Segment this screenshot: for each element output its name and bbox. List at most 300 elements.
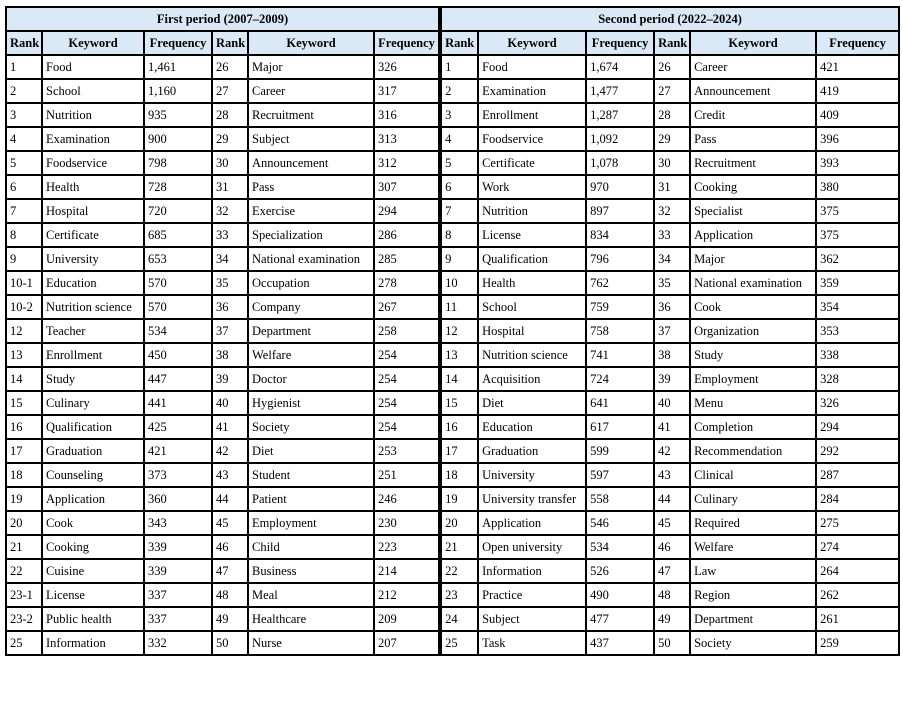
- cell-keyword: Enrollment: [478, 103, 586, 127]
- cell-frequency: 223: [374, 535, 440, 559]
- cell-keyword: Nutrition science: [42, 295, 144, 319]
- cell-rank: 13: [6, 343, 42, 367]
- cell-keyword: Cook: [690, 295, 816, 319]
- cell-rank: 35: [654, 271, 690, 295]
- table-row: [6, 559, 899, 583]
- cell-rank: 18: [440, 463, 478, 487]
- cell-rank: 4: [440, 127, 478, 151]
- cell-frequency: 317: [374, 79, 440, 103]
- cell-frequency: 328: [816, 367, 899, 391]
- cell-frequency: 534: [144, 319, 212, 343]
- cell-rank: 39: [654, 367, 690, 391]
- cell-rank: 33: [212, 223, 248, 247]
- cell-rank: 9: [6, 247, 42, 271]
- cell-keyword: Study: [42, 367, 144, 391]
- cell-frequency: 1,461: [144, 55, 212, 79]
- cell-keyword: School: [478, 295, 586, 319]
- cell-keyword: Public health: [42, 607, 144, 631]
- cell-keyword: Announcement: [690, 79, 816, 103]
- table-row: [6, 607, 899, 631]
- table-row: [6, 415, 899, 439]
- cell-rank: 26: [654, 55, 690, 79]
- cell-keyword: Study: [690, 343, 816, 367]
- cell-rank: 21: [6, 535, 42, 559]
- table-row: [6, 151, 899, 175]
- cell-frequency: 421: [816, 55, 899, 79]
- table-row: [6, 631, 899, 655]
- cell-frequency: 441: [144, 391, 212, 415]
- cell-keyword: Food: [478, 55, 586, 79]
- cell-frequency: 332: [144, 631, 212, 655]
- cell-rank: 31: [654, 175, 690, 199]
- cell-frequency: 396: [816, 127, 899, 151]
- cell-keyword: Specialist: [690, 199, 816, 223]
- cell-frequency: 264: [816, 559, 899, 583]
- cell-keyword: Cuisine: [42, 559, 144, 583]
- cell-rank: 42: [654, 439, 690, 463]
- cell-keyword: Credit: [690, 103, 816, 127]
- cell-rank: 24: [440, 607, 478, 631]
- cell-rank: 6: [440, 175, 478, 199]
- cell-frequency: 337: [144, 583, 212, 607]
- cell-frequency: 558: [586, 487, 654, 511]
- cell-keyword: Foodservice: [42, 151, 144, 175]
- cell-rank: 8: [440, 223, 478, 247]
- cell-rank: 50: [654, 631, 690, 655]
- cell-frequency: 597: [586, 463, 654, 487]
- period-header-row: [6, 7, 899, 31]
- cell-keyword: Health: [478, 271, 586, 295]
- cell-frequency: 326: [816, 391, 899, 415]
- cell-keyword: Education: [478, 415, 586, 439]
- cell-keyword: Hygienist: [248, 391, 374, 415]
- cell-keyword: Pass: [690, 127, 816, 151]
- cell-keyword: Nutrition: [42, 103, 144, 127]
- cell-rank: 7: [440, 199, 478, 223]
- cell-frequency: 284: [816, 487, 899, 511]
- cell-rank: 1: [440, 55, 478, 79]
- cell-rank: 14: [6, 367, 42, 391]
- cell-keyword: Company: [248, 295, 374, 319]
- cell-rank: 18: [6, 463, 42, 487]
- cell-rank: 45: [212, 511, 248, 535]
- cell-frequency: 261: [816, 607, 899, 631]
- cell-keyword: Recommendation: [690, 439, 816, 463]
- cell-keyword: Announcement: [248, 151, 374, 175]
- column-header-keyword: Keyword: [42, 31, 144, 55]
- table-row: [6, 271, 899, 295]
- cell-rank: 17: [440, 439, 478, 463]
- cell-frequency: 935: [144, 103, 212, 127]
- cell-keyword: Required: [690, 511, 816, 535]
- cell-keyword: Employment: [690, 367, 816, 391]
- cell-rank: 43: [212, 463, 248, 487]
- cell-frequency: 685: [144, 223, 212, 247]
- table-row: [6, 463, 899, 487]
- cell-keyword: Application: [478, 511, 586, 535]
- cell-frequency: 546: [586, 511, 654, 535]
- cell-rank: 41: [654, 415, 690, 439]
- cell-keyword: Menu: [690, 391, 816, 415]
- cell-keyword: Qualification: [478, 247, 586, 271]
- cell-rank: 23: [440, 583, 478, 607]
- cell-keyword: Certificate: [42, 223, 144, 247]
- cell-keyword: Society: [690, 631, 816, 655]
- cell-frequency: 287: [816, 463, 899, 487]
- cell-keyword: Application: [42, 487, 144, 511]
- cell-rank: 25: [440, 631, 478, 655]
- cell-rank: 28: [654, 103, 690, 127]
- cell-rank: 15: [6, 391, 42, 415]
- cell-rank: 41: [212, 415, 248, 439]
- cell-keyword: License: [478, 223, 586, 247]
- cell-frequency: 278: [374, 271, 440, 295]
- cell-keyword: Major: [248, 55, 374, 79]
- cell-frequency: 375: [816, 199, 899, 223]
- cell-rank: 37: [212, 319, 248, 343]
- cell-rank: 10-2: [6, 295, 42, 319]
- cell-frequency: 294: [374, 199, 440, 223]
- cell-keyword: Organization: [690, 319, 816, 343]
- cell-keyword: Cooking: [42, 535, 144, 559]
- cell-frequency: 294: [816, 415, 899, 439]
- cell-keyword: Department: [690, 607, 816, 631]
- cell-keyword: Healthcare: [248, 607, 374, 631]
- cell-keyword: Counseling: [42, 463, 144, 487]
- cell-keyword: Examination: [42, 127, 144, 151]
- table-row: [6, 583, 899, 607]
- cell-rank: 47: [212, 559, 248, 583]
- cell-keyword: Health: [42, 175, 144, 199]
- cell-keyword: Welfare: [248, 343, 374, 367]
- cell-rank: 25: [6, 631, 42, 655]
- cell-rank: 10: [440, 271, 478, 295]
- cell-rank: 40: [212, 391, 248, 415]
- cell-rank: 31: [212, 175, 248, 199]
- cell-frequency: 274: [816, 535, 899, 559]
- cell-keyword: Society: [248, 415, 374, 439]
- cell-frequency: 1,477: [586, 79, 654, 103]
- cell-rank: 27: [654, 79, 690, 103]
- table-row: [6, 535, 899, 559]
- cell-keyword: Region: [690, 583, 816, 607]
- cell-rank: 44: [654, 487, 690, 511]
- cell-rank: 38: [212, 343, 248, 367]
- cell-rank: 34: [212, 247, 248, 271]
- cell-keyword: School: [42, 79, 144, 103]
- cell-rank: 44: [212, 487, 248, 511]
- cell-frequency: 337: [144, 607, 212, 631]
- table-row: [6, 319, 899, 343]
- cell-rank: 47: [654, 559, 690, 583]
- cell-frequency: 214: [374, 559, 440, 583]
- cell-keyword: Examination: [478, 79, 586, 103]
- table-row: [6, 391, 899, 415]
- cell-rank: 10-1: [6, 271, 42, 295]
- cell-rank: 4: [6, 127, 42, 151]
- cell-rank: 45: [654, 511, 690, 535]
- cell-frequency: 728: [144, 175, 212, 199]
- cell-keyword: Cooking: [690, 175, 816, 199]
- cell-frequency: 339: [144, 535, 212, 559]
- table-row: [6, 343, 899, 367]
- cell-keyword: Nutrition: [478, 199, 586, 223]
- cell-frequency: 285: [374, 247, 440, 271]
- cell-rank: 22: [6, 559, 42, 583]
- cell-frequency: 900: [144, 127, 212, 151]
- cell-frequency: 362: [816, 247, 899, 271]
- column-header-keyword: Keyword: [690, 31, 816, 55]
- period-header-first: First period (2007–2009): [6, 7, 440, 31]
- cell-keyword: Information: [478, 559, 586, 583]
- column-header-rank: Rank: [6, 31, 42, 55]
- cell-frequency: 258: [374, 319, 440, 343]
- cell-keyword: License: [42, 583, 144, 607]
- cell-keyword: Nutrition science: [478, 343, 586, 367]
- cell-keyword: Business: [248, 559, 374, 583]
- cell-keyword: Graduation: [42, 439, 144, 463]
- cell-rank: 14: [440, 367, 478, 391]
- cell-rank: 5: [440, 151, 478, 175]
- cell-keyword: Occupation: [248, 271, 374, 295]
- cell-keyword: Patient: [248, 487, 374, 511]
- cell-frequency: 254: [374, 367, 440, 391]
- cell-rank: 50: [212, 631, 248, 655]
- cell-frequency: 360: [144, 487, 212, 511]
- cell-frequency: 477: [586, 607, 654, 631]
- cell-frequency: 1,287: [586, 103, 654, 127]
- cell-keyword: Recruitment: [248, 103, 374, 127]
- cell-keyword: Meal: [248, 583, 374, 607]
- cell-rank: 15: [440, 391, 478, 415]
- cell-frequency: 762: [586, 271, 654, 295]
- cell-rank: 39: [212, 367, 248, 391]
- cell-rank: 8: [6, 223, 42, 247]
- cell-keyword: Employment: [248, 511, 374, 535]
- cell-keyword: Hospital: [42, 199, 144, 223]
- cell-frequency: 570: [144, 271, 212, 295]
- column-header-keyword: Keyword: [478, 31, 586, 55]
- cell-keyword: Subject: [478, 607, 586, 631]
- column-header-row: [6, 31, 899, 55]
- cell-frequency: 246: [374, 487, 440, 511]
- column-header-keyword: Keyword: [248, 31, 374, 55]
- cell-keyword: Food: [42, 55, 144, 79]
- keyword-frequency-table: [5, 6, 900, 656]
- cell-frequency: 419: [816, 79, 899, 103]
- cell-rank: 32: [654, 199, 690, 223]
- cell-keyword: Child: [248, 535, 374, 559]
- cell-frequency: 230: [374, 511, 440, 535]
- cell-rank: 33: [654, 223, 690, 247]
- cell-frequency: 254: [374, 343, 440, 367]
- cell-rank: 1: [6, 55, 42, 79]
- table-row: [6, 175, 899, 199]
- table-row: [6, 55, 899, 79]
- cell-rank: 3: [6, 103, 42, 127]
- cell-rank: 46: [654, 535, 690, 559]
- cell-frequency: 421: [144, 439, 212, 463]
- cell-keyword: Diet: [248, 439, 374, 463]
- cell-rank: 12: [6, 319, 42, 343]
- cell-frequency: 798: [144, 151, 212, 175]
- cell-frequency: 209: [374, 607, 440, 631]
- cell-keyword: Graduation: [478, 439, 586, 463]
- table-row: [6, 127, 899, 151]
- keyword-table-container: [5, 6, 898, 656]
- cell-frequency: 1,092: [586, 127, 654, 151]
- cell-rank: 40: [654, 391, 690, 415]
- cell-rank: 37: [654, 319, 690, 343]
- cell-frequency: 338: [816, 343, 899, 367]
- cell-keyword: Education: [42, 271, 144, 295]
- cell-frequency: 526: [586, 559, 654, 583]
- cell-frequency: 425: [144, 415, 212, 439]
- cell-keyword: Practice: [478, 583, 586, 607]
- cell-rank: 30: [654, 151, 690, 175]
- cell-rank: 2: [6, 79, 42, 103]
- cell-rank: 13: [440, 343, 478, 367]
- cell-frequency: 897: [586, 199, 654, 223]
- cell-keyword: Subject: [248, 127, 374, 151]
- table-row: [6, 223, 899, 247]
- cell-frequency: 534: [586, 535, 654, 559]
- cell-frequency: 207: [374, 631, 440, 655]
- cell-rank: 36: [654, 295, 690, 319]
- cell-keyword: University: [42, 247, 144, 271]
- cell-frequency: 339: [144, 559, 212, 583]
- cell-keyword: Clinical: [690, 463, 816, 487]
- cell-keyword: Work: [478, 175, 586, 199]
- cell-keyword: Law: [690, 559, 816, 583]
- cell-frequency: 1,078: [586, 151, 654, 175]
- cell-keyword: Welfare: [690, 535, 816, 559]
- cell-rank: 16: [6, 415, 42, 439]
- column-header-frequency: Frequency: [144, 31, 212, 55]
- cell-keyword: Open university: [478, 535, 586, 559]
- period-header-second: Second period (2022–2024): [440, 7, 899, 31]
- cell-rank: 2: [440, 79, 478, 103]
- cell-rank: 17: [6, 439, 42, 463]
- cell-frequency: 267: [374, 295, 440, 319]
- cell-frequency: 834: [586, 223, 654, 247]
- cell-keyword: Acquisition: [478, 367, 586, 391]
- cell-keyword: Department: [248, 319, 374, 343]
- cell-rank: 26: [212, 55, 248, 79]
- cell-frequency: 450: [144, 343, 212, 367]
- cell-keyword: Pass: [248, 175, 374, 199]
- table-row: [6, 487, 899, 511]
- cell-keyword: Major: [690, 247, 816, 271]
- cell-frequency: 343: [144, 511, 212, 535]
- cell-rank: 30: [212, 151, 248, 175]
- cell-keyword: Culinary: [690, 487, 816, 511]
- cell-keyword: Information: [42, 631, 144, 655]
- cell-frequency: 254: [374, 391, 440, 415]
- cell-keyword: Student: [248, 463, 374, 487]
- cell-keyword: Culinary: [42, 391, 144, 415]
- cell-frequency: 447: [144, 367, 212, 391]
- cell-keyword: University transfer: [478, 487, 586, 511]
- cell-frequency: 617: [586, 415, 654, 439]
- cell-frequency: 313: [374, 127, 440, 151]
- cell-rank: 48: [654, 583, 690, 607]
- cell-frequency: 796: [586, 247, 654, 271]
- cell-keyword: Exercise: [248, 199, 374, 223]
- cell-keyword: Teacher: [42, 319, 144, 343]
- cell-rank: 23-1: [6, 583, 42, 607]
- cell-rank: 19: [6, 487, 42, 511]
- cell-frequency: 409: [816, 103, 899, 127]
- cell-frequency: 307: [374, 175, 440, 199]
- cell-keyword: Enrollment: [42, 343, 144, 367]
- cell-rank: 35: [212, 271, 248, 295]
- column-header-rank: Rank: [212, 31, 248, 55]
- cell-frequency: 254: [374, 415, 440, 439]
- cell-keyword: Application: [690, 223, 816, 247]
- cell-rank: 5: [6, 151, 42, 175]
- cell-frequency: 326: [374, 55, 440, 79]
- cell-keyword: Diet: [478, 391, 586, 415]
- cell-keyword: National examination: [248, 247, 374, 271]
- cell-keyword: Certificate: [478, 151, 586, 175]
- cell-frequency: 741: [586, 343, 654, 367]
- cell-frequency: 720: [144, 199, 212, 223]
- cell-frequency: 353: [816, 319, 899, 343]
- cell-keyword: Qualification: [42, 415, 144, 439]
- cell-frequency: 316: [374, 103, 440, 127]
- cell-rank: 11: [440, 295, 478, 319]
- table-row: [6, 439, 899, 463]
- cell-rank: 27: [212, 79, 248, 103]
- cell-frequency: 251: [374, 463, 440, 487]
- cell-frequency: 292: [816, 439, 899, 463]
- cell-frequency: 354: [816, 295, 899, 319]
- cell-keyword: Career: [690, 55, 816, 79]
- cell-frequency: 1,160: [144, 79, 212, 103]
- cell-rank: 6: [6, 175, 42, 199]
- cell-keyword: Recruitment: [690, 151, 816, 175]
- cell-rank: 21: [440, 535, 478, 559]
- table-row: [6, 367, 899, 391]
- table-row: [6, 295, 899, 319]
- cell-rank: 22: [440, 559, 478, 583]
- cell-rank: 3: [440, 103, 478, 127]
- cell-frequency: 759: [586, 295, 654, 319]
- cell-rank: 36: [212, 295, 248, 319]
- column-header-frequency: Frequency: [374, 31, 440, 55]
- cell-rank: 7: [6, 199, 42, 223]
- cell-rank: 20: [440, 511, 478, 535]
- cell-frequency: 970: [586, 175, 654, 199]
- table-row: [6, 247, 899, 271]
- table-row: [6, 199, 899, 223]
- cell-frequency: 437: [586, 631, 654, 655]
- cell-frequency: 724: [586, 367, 654, 391]
- cell-rank: 32: [212, 199, 248, 223]
- cell-keyword: Hospital: [478, 319, 586, 343]
- cell-frequency: 653: [144, 247, 212, 271]
- cell-rank: 19: [440, 487, 478, 511]
- column-header-frequency: Frequency: [816, 31, 899, 55]
- cell-frequency: 262: [816, 583, 899, 607]
- cell-keyword: Cook: [42, 511, 144, 535]
- cell-keyword: University: [478, 463, 586, 487]
- column-header-frequency: Frequency: [586, 31, 654, 55]
- cell-rank: 12: [440, 319, 478, 343]
- cell-frequency: 275: [816, 511, 899, 535]
- cell-rank: 28: [212, 103, 248, 127]
